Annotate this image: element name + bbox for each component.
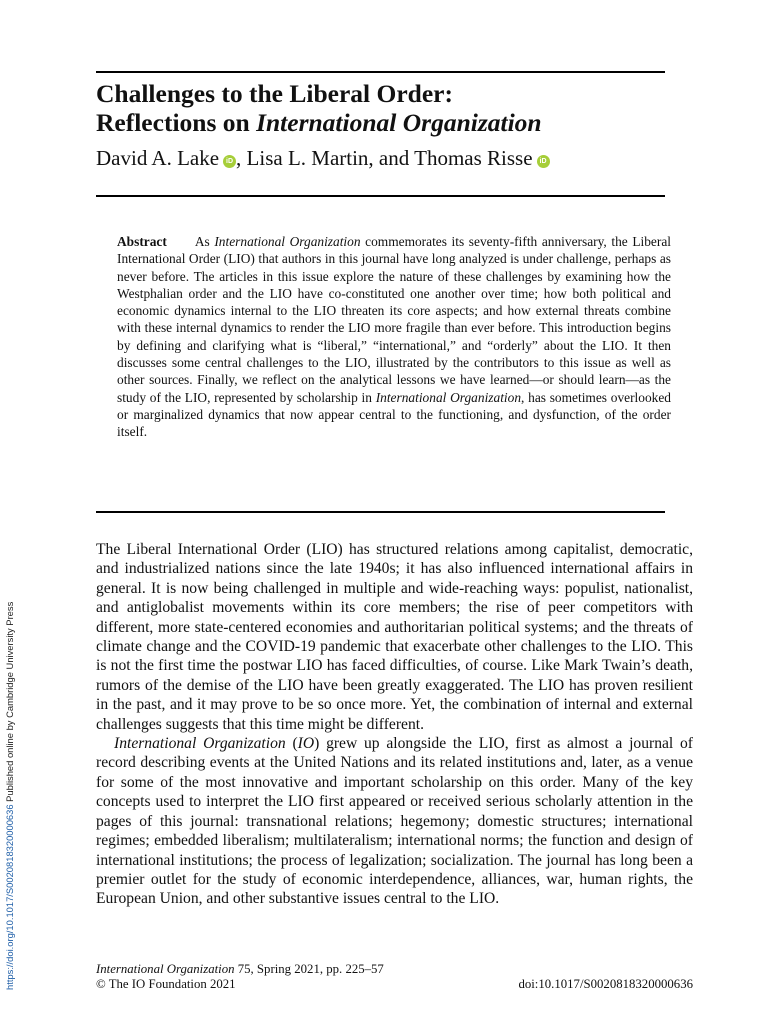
- abstract-bottom-rule: [96, 511, 665, 513]
- footer-issue: 75, Spring 2021, pp. 225–57: [234, 962, 384, 976]
- body-paragraph-1: The Liberal International Order (LIO) has structured relations among capitalist, democratic, and industrialized nations since the late 1940s; it has also influenced international affairs in general. It is now being challenged in multiple and wide-reaching ways: populist, nationalist, and antiglobalist movements within its core members; the rise of peer competitors with different, more state-centered economies and authoritarian political systems; and the threats of climate change and the COVID-19 pandemic that exacerbate other challenges to the LIO. This is not the first time the postwar LIO has faced difficulties, of course. Like Mark Twain’s death, rumors of the demise of the LIO have been greatly exaggerated. The LIO has proven resilient in the past, and it may prove to be so once more. Yet, the combination of internal and external challenges suggests that this time might be different.: [96, 541, 693, 733]
- title-journal-name: International Organization: [256, 108, 542, 137]
- abstract-journal-name: International Organization: [375, 389, 522, 405]
- top-rule: [96, 71, 665, 73]
- abstract-text: As: [194, 234, 215, 249]
- author-lake: David A. Lake: [96, 146, 220, 170]
- body-text: [96, 540, 693, 909]
- footer-doi: doi:10.1017/S0020818320000636: [518, 977, 693, 991]
- paragraph-text: (: [285, 735, 298, 753]
- title-line-1: Challenges to the Liberal Order:: [96, 79, 453, 108]
- abstract-journal-name: International Organization: [214, 234, 361, 249]
- abstract-text: , has sometimes overlooked or marginalized dynamics that now appear central to the functioning, and dysfunction, of the order itself.: [117, 389, 671, 440]
- journal-name: International Organization: [114, 735, 286, 753]
- author-others: , Lisa L. Martin, and Thomas Risse: [236, 146, 533, 170]
- article-title: [96, 79, 676, 137]
- paragraph-text: ) grew up alongside the LIO, first as almost a journal of record describing events at the United Nations and its related institutions and, later, as a venue for some of the most innovative and important scholarship on this order. Many of the key concepts used to interpret the LIO first appeared or received serious scholarly attention in the pages of this journal: transnational relations; hegemony; domestic structures; international regimes; embedded liberalism; multilateralism; international norms; the function and design of international institutions; the process of legalization; socialization. The journal has long been a premier outlet for the study of economic interdependence, alliances, war, human rights, the European Union, and other substantive issues central to the LIO.: [96, 735, 693, 908]
- orcid-icon[interactable]: iD: [537, 155, 550, 168]
- footer-journal: International Organization: [96, 962, 235, 976]
- abstract-text: commemorates its seventy-fifth anniversary, the Liberal International Order (LIO) that authors in this journal have long analyzed is under challenge, perhaps as never before. The articles in this issue explore the nature of these challenges by examining how the Westphalian order and the LIO have co-constituted one another over time; how both political and economic dynamics internal to the LIO threaten its core aspects; and how external threats combine with these internal dynamics to render the LIO more fragile than ever before. This introduction begins by defining and clarifying what is “liberal,” “international,” and “orderly” about the LIO. It then discusses some central challenges to the LIO, illustrated by the contributors to this issue as well as other sources. Finally, we reflect on the analytical lessons we have learned—or should learn—as the study of the LIO, represented by scholarship in: [117, 234, 671, 405]
- footer-copyright: © The IO Foundation 2021: [96, 977, 236, 991]
- abstract: [117, 233, 671, 441]
- side-published-text: Published online by Cambridge University Press: [4, 601, 15, 805]
- abstract-top-rule: [96, 195, 665, 197]
- title-line-2: Reflections on: [96, 108, 257, 137]
- journal-abbrev: IO: [297, 735, 315, 753]
- body-paragraph-2: [96, 734, 693, 909]
- side-publication-note: [2, 590, 18, 990]
- author-list: [96, 146, 550, 170]
- footer-citation: [96, 962, 384, 992]
- side-doi-link[interactable]: https://doi.org/10.1017/S0020818320000636: [4, 804, 15, 990]
- orcid-icon[interactable]: iD: [223, 155, 236, 168]
- abstract-label: Abstract: [117, 234, 167, 249]
